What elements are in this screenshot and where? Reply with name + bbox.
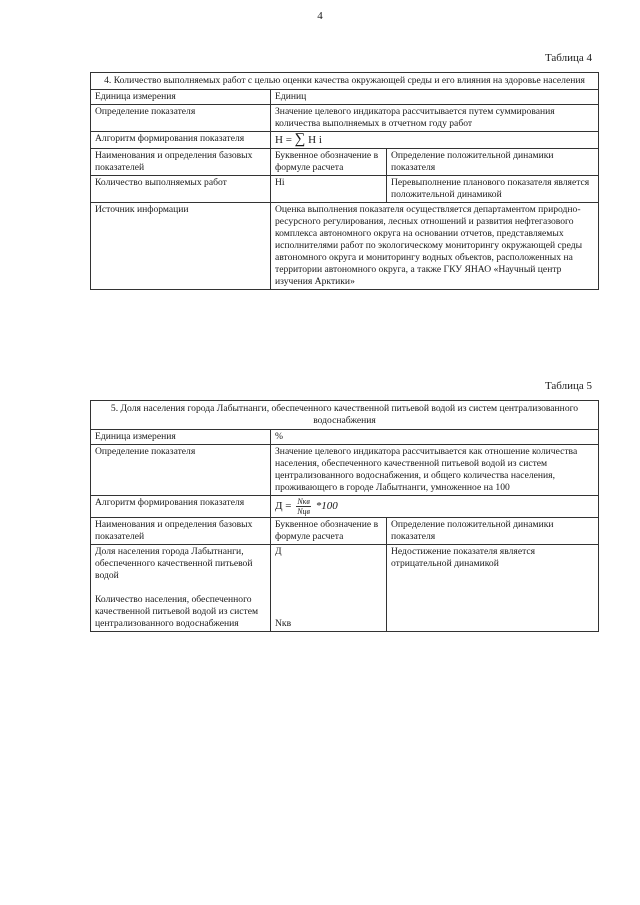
formula-cell (271, 496, 599, 518)
base-label: Наименования и определения базовых показателей (91, 149, 271, 176)
row-2-name: Количество населения, обеспеченного качественной питьевой водой из систем централизованного водоснабжения (95, 594, 259, 629)
table-5 (90, 400, 599, 632)
row-letter: Hi (271, 176, 387, 203)
formula-right: H i (308, 134, 322, 146)
row-names-cell (91, 545, 271, 632)
table-4-title: 4. Количество выполняемых работ с целью оценки качества окружающей среды и его влияния на здоровье населения (91, 73, 599, 90)
formula-eq: = (285, 134, 292, 146)
table-4 (90, 72, 599, 290)
algorithm-label: Алгоритм формирования показателя (91, 132, 271, 149)
formula (275, 131, 322, 147)
row-1-name: Доля населения города Лабытнанги, обеспеченного качественной питьевой водой (95, 546, 253, 581)
formula-fraction (296, 497, 311, 516)
sigma-symbol: ∑ (294, 131, 306, 147)
dynamics-label: Определение положительной динамики показателя (387, 518, 599, 545)
unit-label: Единица измерения (91, 430, 271, 445)
formula-numerator: Nкв (297, 497, 310, 506)
row-2-letter: Nкв (275, 618, 292, 629)
row-dynamics: Перевыполнение планового показателя является положительной динамикой (387, 176, 599, 203)
formula (275, 497, 338, 516)
definition-value: Значение целевого индикатора рассчитывается путем суммирования количества выполняемых в отчетном году работ (271, 105, 599, 132)
unit-value: % (271, 430, 599, 445)
unit-label: Единица измерения (91, 90, 271, 105)
table-4-caption: Таблица 4 (544, 52, 592, 64)
row-1-letter: Д (275, 546, 282, 557)
table-5-title: 5. Доля населения города Лабытнанги, обеспеченного качественной питьевой водой из систем централизованного водоснабжения (91, 401, 599, 430)
algorithm-label: Алгоритм формирования показателя (91, 496, 271, 518)
definition-label: Определение показателя (91, 105, 271, 132)
table-5-caption: Таблица 5 (544, 380, 592, 392)
unit-value: Единиц (271, 90, 599, 105)
source-label: Источник информации (91, 203, 271, 290)
row-dynamics: Недостижение показателя является отрицательной динамикой (387, 545, 599, 632)
dynamics-label: Определение положительной динамики показателя (387, 149, 599, 176)
formula-multiplier: *100 (315, 500, 338, 513)
base-label: Наименования и определения базовых показателей (91, 518, 271, 545)
page-number: 4 (317, 10, 323, 22)
letter-label: Буквенное обозначение в формуле расчета (271, 149, 387, 176)
row-letters-cell (271, 545, 387, 632)
formula-left: H (275, 134, 283, 146)
formula-cell (271, 132, 599, 149)
formula-denominator: Nцв (297, 507, 311, 516)
definition-value: Значение целевого индикатора рассчитывается как отношение количества населения, обеспеченного качественной питьевой водой из систем централизованного водоснабжения, и общего количества населения, проживающего в городе Лабытнанги, умноженное на 100 (271, 445, 599, 496)
definition-label: Определение показателя (91, 445, 271, 496)
letter-label: Буквенное обозначение в формуле расчета (271, 518, 387, 545)
formula-left: Д = (275, 500, 292, 513)
source-value: Оценка выполнения показателя осуществляется департаментом природно-ресурсного регулирования, лесных отношений и развития нефтегазового комплекса автономного округа на основании отчетов, представляемых исполнителями работ по экологическому мониторингу окружающей среды автономного округа и мониторингу водных объектов, расположенных на территории автономного округа, а также ГКУ ЯНАО «Научный центр изучения Арктики» (271, 203, 599, 290)
row-name: Количество выполняемых работ (91, 176, 271, 203)
